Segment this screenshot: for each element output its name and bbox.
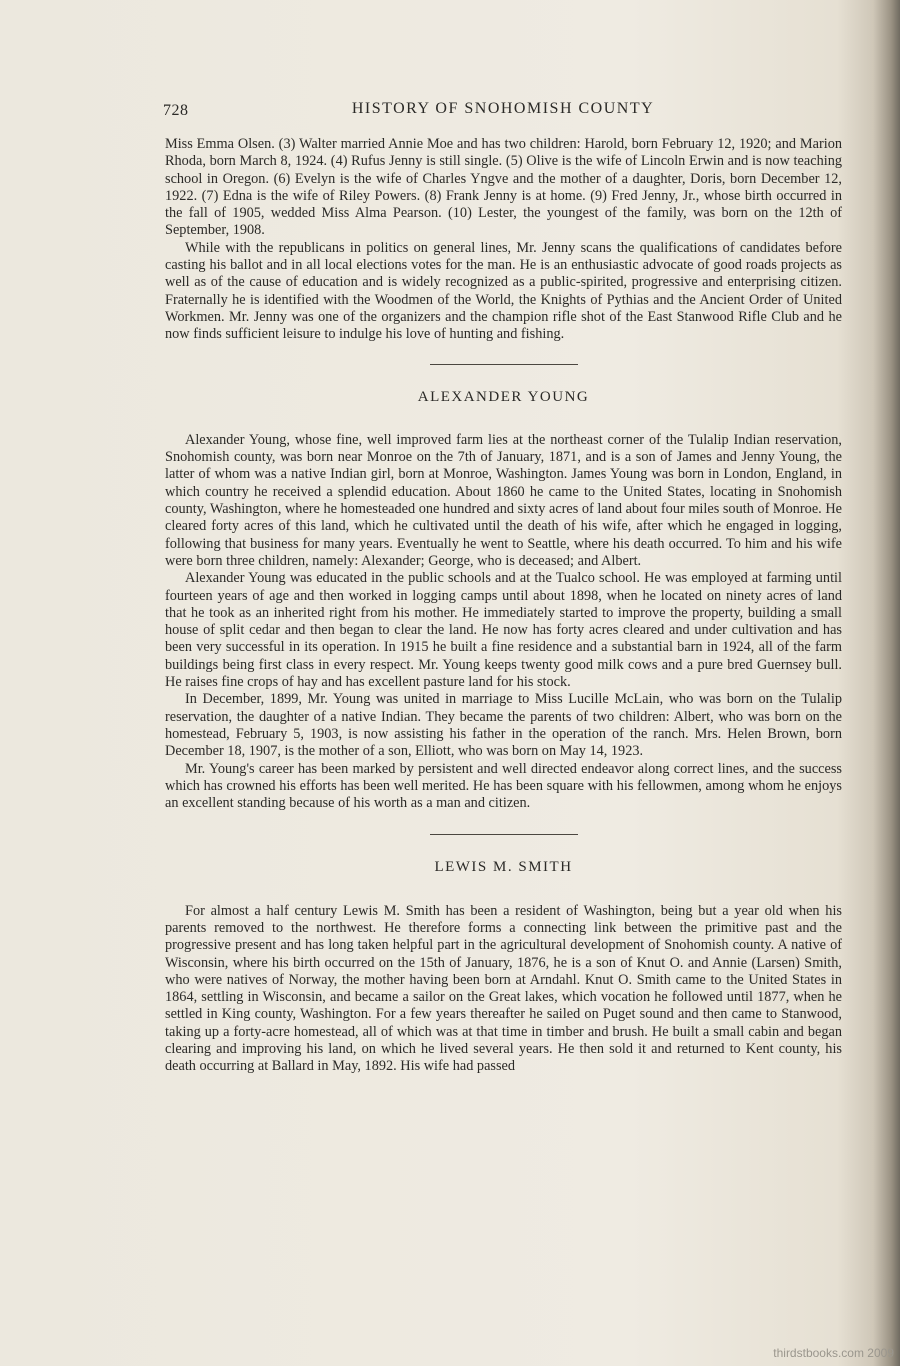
- section-heading-young: ALEXANDER YOUNG: [417, 388, 590, 405]
- page-number: 728: [163, 102, 189, 119]
- paragraph-young-2: Alexander Young was educated in the public schools and at the Tualco school. He was employed at farming until fourteen years of age and then worked in logging camps until about 1898, when he located on ninety acres of land that he took as an inherited right from his mother. He immediately started to improve the property, building a small house of split cedar and then began to clear the land. He now has forty acres cleared and under cultivation and has been very successful in its operation. In 1915 he built a fine residence and a substantial barn in 1924, all of the farm buildings being first class in every respect. Mr. Young keeps twenty good milk cows and a pure bred Guernsey bull. He raises fine crops of hay and has excellent pasture land for his stock.: [165, 570, 842, 691]
- paragraph-intro-1: Miss Emma Olsen. (3) Walter married Annie Moe and has two children: Harold, born February 12, 1920; and Marion Rhoda, born March 8, 1924. (4) Rufus Jenny is still single. (5) Olive is the wife of Lincoln Erwin and is now teaching school in Oregon. (6) Evelyn is the wife of Charles Yngve and the mother of a daughter, Doris, born December 12, 1922. (7) Edna is the wife of Riley Powers. (8) Frank Jenny is at home. (9) Fred Jenny, Jr., whose birth occurred in the fall of 1905, wedded Miss Alma Pearson. (10) Lester, the youngest of the family, was born on the 12th of September, 1908.: [165, 136, 842, 239]
- running-header: [163, 100, 843, 124]
- paragraph-young-3: In December, 1899, Mr. Young was united in marriage to Miss Lucille McLain, who was born on the Tulalip reservation, the daughter of a native Indian. They became the parents of two children: Albert, who was born on the homestead, February 5, 1903, is now assisting his father in the operation of the ranch. Mrs. Helen Brown, born December 18, 1907, is the mother of a son, Elliott, who was born on May 14, 1923.: [165, 691, 842, 760]
- page-text: [165, 136, 842, 1076]
- paragraph-smith-1: For almost a half century Lewis M. Smith has been a resident of Washington, being but a year old when his parents removed to the northwest. He therefore forms a connecting link between the primitive past and the progressive present and has long taken helpful part in the agricultural development of Snohomish county. A native of Wisconsin, where his birth occurred on the 15th of January, 1876, he is a son of Knut O. and Annie (Larsen) Smith, who were natives of Norway, the mother having been born at Arndahl. Knut O. Smith came to the United States in 1864, settling in Wisconsin, and became a sailor on the Great lakes, which vocation he followed until 1877, when he settled in King county, Washington. For a few years thereafter he sailed on Puget sound and then came to Stanwood, taking up a forty-acre homestead, all of which was at that time in timber and brush. He built a small cabin and began clearing and improving his land, on which he lived several years. He then sold it and returned to Kent county, his death occurring at Ballard in May, 1892. His wife had passed: [165, 902, 842, 1075]
- section-heading-smith: LEWIS M. SMITH: [434, 859, 573, 876]
- paragraph-intro-2: While with the republicans in politics on general lines, Mr. Jenny scans the qualifications of candidates before casting his ballot and in all local elections votes for the man. He is an enthusiastic advocate of good roads projects as well as of the cause of education and is widely recognized as a public-spirited, progressive and enterprising citizen. Fraternally he is identified with the Woodmen of the World, the Knights of Pythias and the Ancient Order of United Workmen. Mr. Jenny was one of the organizers and the champion rifle shot of the East Stanwood Rifle Club and he now finds sufficient leisure to indulge his love of hunting and fishing.: [165, 239, 842, 343]
- paragraph-young-4: Mr. Young's career has been marked by persistent and well directed endeavor along correct lines, and the success which has crowned his efforts has been well merited. He has been square with his fellowmen, among whom he enjoys an excellent standing because of his worth as a man and citizen.: [165, 760, 842, 812]
- section-divider: [430, 364, 578, 365]
- paragraph-young-1: Alexander Young, whose fine, well improved farm lies at the northeast corner of the Tulalip Indian reservation, Snohomish county, was born near Monroe on the 7th of January, 1871, and is a son of James and Jenny Young, the latter of whom was a native Indian girl, born at Monroe, Washington. James Young was born in London, England, in which country he received a splendid education. About 1860 he came to the United States, locating in Snohomish county, Washington, where he homesteaded one hundred and sixty acres of land about four miles south of Monroe. He cleared forty acres of this land, which he cultivated until the death of his wife, after which he engaged in logging, following that business for many years. Eventually he went to Seattle, where his death occurred. To him and his wife were born three children, namely: Alexander; George, who is deceased; and Albert.: [165, 431, 842, 569]
- watermark: thirdstbooks.com 2009: [773, 1346, 894, 1360]
- section-divider: [430, 834, 578, 835]
- book-title: HISTORY OF SNOHOMISH COUNTY: [351, 100, 655, 117]
